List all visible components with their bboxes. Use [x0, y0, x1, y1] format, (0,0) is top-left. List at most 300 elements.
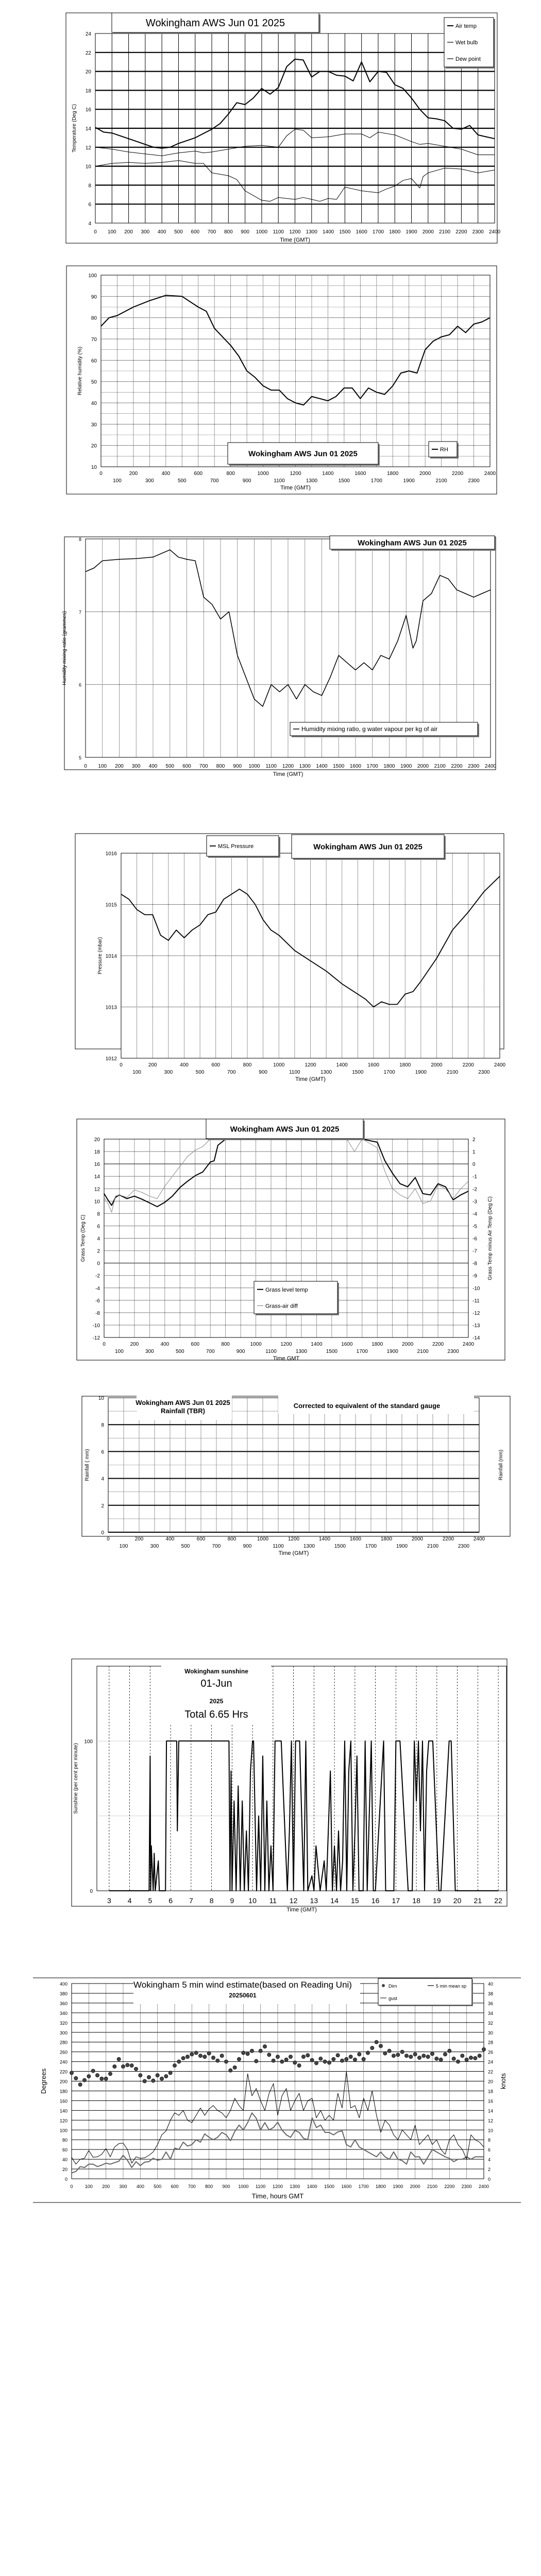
- x-tick-label: 2200: [432, 1342, 444, 1347]
- y2-tick-label: -14: [472, 1335, 480, 1341]
- x-tick-label: 200: [148, 1062, 157, 1068]
- y2-tick-label: 30: [488, 2030, 494, 2036]
- x-tick-label: 2200: [462, 1062, 474, 1068]
- y-tick-label: 14: [94, 1174, 100, 1180]
- y-tick-label: 240: [59, 2059, 67, 2065]
- y-tick-label: 4: [101, 1476, 104, 1482]
- y-tick-label: 16: [94, 1162, 100, 1168]
- y2-tick-label: 2: [488, 2167, 491, 2173]
- x-tick-label: 200: [124, 229, 133, 235]
- rainfall-chart: [0, 1386, 541, 1643]
- data-point-dirn: [379, 2044, 383, 2048]
- y-axis-label: Temperature (Deg C): [72, 104, 77, 152]
- y-tick-label: 8: [101, 1422, 104, 1429]
- y-tick-label: 12: [85, 145, 91, 151]
- y-tick-label: 200: [59, 2079, 67, 2084]
- x-tick-label: 2400: [473, 1536, 485, 1542]
- x-tick-label: 1000: [257, 471, 269, 477]
- legend-label: 5 min mean sp: [436, 1984, 467, 1989]
- y2-tick-label: -1: [472, 1174, 477, 1180]
- y2-axis-label: knots: [499, 2073, 507, 2090]
- data-point-dirn: [238, 2057, 241, 2061]
- x-tick-label: 1800: [389, 229, 401, 235]
- y-tick-label: 4: [97, 1236, 100, 1242]
- x-axis-label: Time (GMT): [278, 1550, 309, 1556]
- data-point-dirn: [413, 2053, 417, 2056]
- data-point-dirn: [409, 2055, 413, 2059]
- y-axis-label: Grass Temp (Deg C): [80, 1214, 86, 1262]
- x-tick-label: 2100: [434, 764, 446, 769]
- x-tick-label: 2300: [447, 1349, 459, 1354]
- x-tick-label: 1000: [273, 1062, 285, 1068]
- x-tick-label: 1300: [290, 2184, 300, 2189]
- x-tick-label: 15: [351, 1896, 359, 1905]
- x-tick-label: 1900: [405, 229, 417, 235]
- x-tick-label: 21: [474, 1896, 482, 1905]
- x-tick-label: 1300: [306, 478, 318, 484]
- data-point-dirn: [370, 2046, 374, 2050]
- data-point-dirn: [267, 2053, 271, 2057]
- y2-axis-label: Rainfall (mm): [498, 1449, 504, 1481]
- y-tick-label: -2: [95, 1273, 100, 1279]
- x-tick-label: 200: [134, 1536, 144, 1542]
- y-axis-label: Rainfall ( mm): [84, 1449, 90, 1481]
- y2-tick-label: 10: [488, 2128, 494, 2133]
- x-tick-label: 0: [120, 1062, 123, 1068]
- y-tick-label: 60: [62, 2147, 67, 2153]
- x-tick-label: 900: [233, 764, 242, 769]
- x-tick-label: 1600: [367, 1062, 380, 1068]
- x-tick-label: 13: [310, 1896, 318, 1905]
- y2-tick-label: 16: [488, 2098, 494, 2104]
- data-point-dirn: [164, 2075, 168, 2078]
- y-tick-label: 100: [84, 1739, 93, 1745]
- x-tick-label: 2300: [458, 1544, 470, 1549]
- data-point-dirn: [134, 2067, 138, 2071]
- data-point-dirn: [255, 2059, 258, 2063]
- data-point-dirn: [349, 2055, 352, 2059]
- data-point-dirn: [229, 2069, 232, 2072]
- y-tick-label: 1014: [105, 954, 117, 959]
- data-point-dirn: [207, 2052, 211, 2055]
- x-tick-label: 1700: [358, 2184, 369, 2189]
- y-tick-label: 1012: [105, 1056, 117, 1062]
- legend-box: [378, 1978, 472, 2005]
- x-tick-label: 2400: [462, 1342, 475, 1347]
- x-tick-label: 200: [102, 2184, 110, 2189]
- y-tick-label: 340: [59, 2010, 67, 2016]
- x-tick-label: 600: [171, 2184, 179, 2189]
- x-tick-label: 2400: [478, 2184, 489, 2189]
- data-point-dirn: [168, 2071, 172, 2075]
- grass-temp-chart: [0, 1108, 541, 1386]
- x-tick-label: 700: [212, 1544, 221, 1549]
- temperature-chart: [0, 0, 541, 252]
- data-point-dirn: [104, 2077, 108, 2080]
- y2-tick-label: 22: [488, 2069, 494, 2075]
- x-tick-label: 1400: [318, 1536, 331, 1542]
- x-tick-label: 1200: [280, 1342, 292, 1347]
- legend-label: Air temp: [455, 23, 477, 29]
- x-tick-label: 1700: [383, 1070, 395, 1075]
- data-point-dirn: [392, 2054, 396, 2058]
- x-tick-label: 1200: [290, 471, 301, 477]
- data-point-dirn: [431, 2052, 434, 2056]
- x-tick-label: 300: [150, 1544, 159, 1549]
- x-tick-label: 1500: [352, 1070, 364, 1075]
- y-tick-label: 40: [91, 401, 97, 406]
- x-tick-label: 900: [236, 1349, 245, 1354]
- x-tick-label: 6: [168, 1896, 173, 1905]
- x-tick-label: 0: [99, 471, 103, 477]
- data-point-dirn: [418, 2056, 421, 2060]
- wind-chart: [0, 1947, 541, 2215]
- data-point-dirn: [199, 2054, 202, 2058]
- data-point-dirn: [387, 2049, 391, 2053]
- data-point-dirn: [297, 2064, 301, 2067]
- data-point-dirn: [293, 2061, 297, 2064]
- x-tick-label: 100: [119, 1544, 128, 1549]
- y-tick-label: -6: [95, 1298, 100, 1304]
- x-tick-label: 1500: [338, 478, 350, 484]
- data-point-dirn: [474, 2056, 477, 2060]
- y-tick-label: 0: [64, 2177, 67, 2182]
- x-tick-label: 2200: [455, 229, 467, 235]
- legend-label: Dirn: [388, 1984, 397, 1989]
- data-point-dirn: [375, 2040, 378, 2044]
- x-tick-label: 2300: [468, 764, 480, 769]
- chart-subtitle: Rainfall (TBR): [161, 1407, 205, 1415]
- x-tick-label: 700: [227, 1070, 236, 1075]
- x-axis-label: Time (GMT): [286, 1907, 317, 1913]
- data-point-dirn: [190, 2053, 194, 2056]
- x-tick-label: 1100: [289, 1070, 300, 1075]
- x-tick-label: 300: [119, 2184, 127, 2189]
- y-tick-label: 260: [59, 2049, 67, 2055]
- y-tick-label: 7: [78, 609, 81, 615]
- y-tick-label: 12: [94, 1187, 100, 1193]
- x-tick-label: 1300: [299, 764, 311, 769]
- data-point-dirn: [242, 2051, 245, 2055]
- x-tick-label: 400: [148, 764, 158, 769]
- x-tick-label: 100: [84, 2184, 93, 2189]
- x-tick-label: 1500: [334, 1544, 346, 1549]
- y-tick-label: 100: [88, 273, 97, 279]
- data-point-dirn: [276, 2055, 280, 2059]
- x-axis-label: Time (GMT): [273, 771, 303, 777]
- x-tick-label: 1900: [400, 764, 412, 769]
- chart-title: Wokingham 5 min wind estimate(based on Reading Uni): [133, 1980, 352, 1990]
- data-point-dirn: [478, 2054, 481, 2058]
- x-tick-label: 500: [174, 229, 183, 235]
- y-tick-label: 1015: [105, 902, 117, 908]
- data-point-dirn: [396, 2053, 400, 2057]
- humidity-chart: [0, 258, 541, 505]
- x-tick-label: 600: [211, 1062, 221, 1068]
- data-point-dirn: [109, 2072, 112, 2076]
- y-axis-label: Degrees: [40, 2068, 47, 2094]
- x-tick-label: 900: [222, 2184, 230, 2189]
- x-axis-label: Time GMT: [273, 1355, 300, 1362]
- y-tick-label: 380: [59, 1991, 67, 1996]
- data-point-dirn: [160, 2077, 164, 2080]
- y-tick-label: 280: [59, 2040, 67, 2045]
- x-tick-label: 1800: [375, 2184, 386, 2189]
- data-point-dirn: [435, 2057, 438, 2060]
- data-point-dirn: [400, 2050, 404, 2054]
- data-point-dirn: [122, 2065, 125, 2069]
- y-tick-label: 120: [59, 2118, 67, 2124]
- x-tick-label: 2000: [410, 2184, 420, 2189]
- x-tick-label: 400: [160, 1342, 170, 1347]
- data-point-dirn: [461, 2054, 464, 2058]
- legend-label: Dew point: [455, 56, 481, 62]
- y2-tick-label: -10: [472, 1285, 480, 1292]
- data-point-dirn: [156, 2074, 159, 2077]
- y-tick-label: 60: [91, 358, 97, 364]
- x-tick-label: 0: [70, 2184, 73, 2189]
- x-tick-label: 700: [188, 2184, 196, 2189]
- x-tick-label: 700: [199, 764, 208, 769]
- y-tick-label: 20: [94, 1137, 100, 1143]
- y-tick-label: 18: [85, 88, 91, 94]
- x-tick-label: 1700: [366, 764, 378, 769]
- y2-tick-label: 1: [472, 1149, 476, 1156]
- chart-date: 01-Jun: [200, 1678, 232, 1689]
- x-tick-label: 2200: [444, 2184, 455, 2189]
- y2-tick-label: 0: [472, 1162, 476, 1168]
- x-tick-label: 1100: [273, 1544, 284, 1549]
- data-point-dirn: [233, 2065, 236, 2069]
- x-tick-label: 700: [206, 1349, 215, 1354]
- plot-area: [97, 1666, 506, 1891]
- y-tick-label: 8: [97, 1211, 100, 1217]
- chart-title: Wokingham AWS Jun 01 2025: [136, 1399, 230, 1406]
- x-tick-label: 1700: [356, 1349, 368, 1354]
- data-point-dirn: [336, 2054, 340, 2057]
- x-tick-label: 400: [161, 471, 171, 477]
- y2-tick-label: 28: [488, 2040, 494, 2045]
- x-tick-label: 100: [132, 1070, 141, 1075]
- data-point-dirn: [289, 2055, 293, 2059]
- y-tick-label: 20: [62, 2167, 67, 2173]
- data-point-dirn: [250, 2049, 254, 2053]
- y2-tick-label: 2: [472, 1137, 476, 1143]
- y-tick-label: 18: [94, 1149, 100, 1156]
- data-point-dirn: [452, 2057, 455, 2060]
- y2-tick-label: -11: [472, 1298, 480, 1304]
- x-tick-label: 2300: [461, 2184, 472, 2189]
- x-tick-label: 1000: [238, 2184, 249, 2189]
- legend-label: gust: [388, 1996, 398, 2001]
- x-tick-label: 0: [107, 1536, 110, 1542]
- y-tick-label: 90: [91, 294, 97, 300]
- x-tick-label: 600: [194, 471, 203, 477]
- x-tick-label: 2400: [484, 764, 497, 769]
- data-point-dirn: [78, 2083, 82, 2087]
- y-tick-label: 20: [85, 69, 91, 75]
- x-tick-label: 1400: [322, 229, 334, 235]
- x-tick-label: 17: [392, 1896, 400, 1905]
- x-tick-label: 2200: [451, 471, 464, 477]
- x-tick-label: 4: [127, 1896, 132, 1905]
- x-tick-label: 2100: [435, 478, 447, 484]
- x-tick-label: 1600: [341, 1342, 353, 1347]
- x-tick-label: 400: [157, 229, 166, 235]
- legend-label: Grass level temp: [265, 1286, 308, 1293]
- mixing-ratio-chart: [0, 531, 541, 799]
- x-tick-label: 14: [330, 1896, 339, 1905]
- x-tick-label: 7: [189, 1896, 193, 1905]
- data-point-dirn: [345, 2057, 348, 2061]
- y-tick-label: 6: [88, 202, 91, 208]
- x-tick-label: 100: [98, 764, 107, 769]
- pressure-chart: [0, 824, 541, 1092]
- x-tick-label: 1800: [399, 1062, 411, 1068]
- data-point-dirn: [87, 2075, 91, 2078]
- x-tick-label: 300: [164, 1070, 173, 1075]
- x-tick-label: 400: [165, 1536, 175, 1542]
- x-tick-label: 800: [243, 1062, 252, 1068]
- y-tick-label: -4: [95, 1285, 100, 1292]
- y2-tick-label: 34: [488, 2010, 494, 2016]
- data-point-dirn: [194, 2051, 198, 2055]
- data-point-dirn: [272, 2059, 275, 2062]
- x-tick-label: 1500: [324, 2184, 335, 2189]
- x-tick-label: 500: [177, 478, 187, 484]
- x-tick-label: 800: [227, 1536, 236, 1542]
- x-tick-label: 1000: [257, 1536, 269, 1542]
- data-point-dirn: [457, 2060, 460, 2063]
- x-axis-label: Time, hours GMT: [251, 2192, 304, 2200]
- data-point-dirn: [332, 2057, 335, 2061]
- y2-tick-label: -8: [472, 1261, 477, 1267]
- y-tick-label: 8: [88, 183, 91, 189]
- chart-title: Wokingham sunshine: [184, 1668, 248, 1675]
- x-tick-label: 2000: [417, 764, 429, 769]
- y2-tick-label: 26: [488, 2049, 494, 2055]
- y-tick-label: 1016: [105, 851, 117, 857]
- x-tick-label: 1400: [311, 1342, 323, 1347]
- y-tick-label: 24: [85, 31, 91, 37]
- data-point-dirn: [259, 2049, 262, 2053]
- chart-title: Wokingham AWS Jun 01 2025: [248, 449, 358, 459]
- y-tick-label: 6: [97, 1224, 100, 1230]
- y-tick-label: 70: [91, 337, 97, 343]
- x-tick-label: 800: [224, 229, 233, 235]
- x-tick-label: 100: [115, 1349, 124, 1354]
- y-tick-label: 0: [97, 1261, 100, 1267]
- x-tick-label: 800: [205, 2184, 213, 2189]
- y-tick-label: 0: [90, 1889, 93, 1894]
- y-tick-label: 1013: [105, 1005, 117, 1011]
- x-tick-label: 1600: [354, 471, 366, 477]
- x-tick-label: 400: [136, 2184, 144, 2189]
- x-tick-label: 1800: [387, 471, 399, 477]
- x-tick-label: 1100: [265, 764, 277, 769]
- data-point-dirn: [113, 2065, 116, 2069]
- x-tick-label: 2200: [451, 764, 463, 769]
- data-point-dirn: [358, 2053, 361, 2056]
- legend-label: Grass-air diff: [265, 1303, 298, 1310]
- x-tick-label: 1800: [380, 1536, 393, 1542]
- x-tick-label: 600: [191, 229, 200, 235]
- x-tick-label: 1200: [305, 1062, 316, 1068]
- y-tick-label: 10: [91, 465, 97, 470]
- y-tick-label: 80: [91, 315, 97, 321]
- x-tick-label: 1600: [341, 2184, 352, 2189]
- x-axis-label: Time (GMT): [280, 485, 311, 491]
- data-point-dirn: [284, 2058, 288, 2061]
- x-tick-label: 8: [209, 1896, 214, 1905]
- y-tick-label: 20: [91, 443, 97, 449]
- data-point-dirn: [444, 2053, 447, 2056]
- x-tick-label: 900: [242, 478, 251, 484]
- x-tick-label: 400: [180, 1062, 189, 1068]
- data-point-dirn: [482, 2047, 486, 2051]
- data-point-dirn: [216, 2059, 219, 2062]
- y-tick-label: 80: [62, 2138, 67, 2143]
- data-point-dirn: [177, 2060, 181, 2063]
- data-point-dirn: [74, 2076, 78, 2080]
- data-point-dirn: [315, 2061, 318, 2065]
- y-tick-label: 40: [62, 2157, 67, 2163]
- x-tick-label: 5: [148, 1896, 153, 1905]
- x-tick-label: 1500: [326, 1349, 337, 1354]
- x-tick-label: 18: [412, 1896, 420, 1905]
- y2-tick-label: -6: [472, 1236, 477, 1242]
- y-tick-label: 320: [59, 2020, 67, 2026]
- y-tick-label: 14: [85, 126, 91, 132]
- x-tick-label: 600: [182, 764, 191, 769]
- data-point-dirn: [328, 2061, 331, 2064]
- data-point-dirn: [117, 2057, 121, 2061]
- y-tick-label: 6: [78, 682, 81, 688]
- x-tick-label: 300: [141, 229, 150, 235]
- y-tick-label: 4: [88, 221, 91, 227]
- y-tick-label: 160: [59, 2098, 67, 2104]
- y-axis-label: Sunshine (per cent per minute): [73, 1743, 79, 1814]
- data-point-dirn: [151, 2079, 155, 2082]
- y-tick-label: -12: [92, 1335, 100, 1341]
- chart-subtitle: 20250601: [229, 1992, 257, 1999]
- x-tick-label: 700: [210, 478, 219, 484]
- x-tick-label: 300: [145, 1349, 154, 1354]
- x-tick-label: 1200: [272, 2184, 283, 2189]
- y-tick-label: -8: [95, 1310, 100, 1316]
- x-tick-label: 2000: [422, 229, 434, 235]
- x-tick-label: 2100: [417, 1349, 429, 1354]
- x-tick-label: 1100: [274, 478, 285, 484]
- y2-tick-label: 24: [488, 2059, 494, 2065]
- x-tick-label: 1900: [393, 2184, 403, 2189]
- y2-axis-label: Grass Temp minus Air Temp (Deg C): [487, 1196, 493, 1280]
- x-tick-label: 0: [84, 764, 87, 769]
- x-tick-label: 0: [94, 229, 97, 235]
- y2-tick-label: 0: [488, 2177, 491, 2182]
- x-tick-label: 1300: [303, 1544, 315, 1549]
- x-tick-label: 100: [113, 478, 122, 484]
- y2-tick-label: -7: [472, 1248, 477, 1255]
- y2-tick-label: 20: [488, 2079, 494, 2084]
- x-tick-label: 500: [195, 1070, 205, 1075]
- data-point-dirn: [186, 2055, 190, 2059]
- x-tick-label: 1400: [307, 2184, 317, 2189]
- x-tick-label: 1000: [250, 1342, 262, 1347]
- x-tick-label: 2400: [484, 471, 496, 477]
- data-point-dirn: [341, 2059, 344, 2062]
- y-axis-label: Relative humidity (%): [77, 346, 83, 396]
